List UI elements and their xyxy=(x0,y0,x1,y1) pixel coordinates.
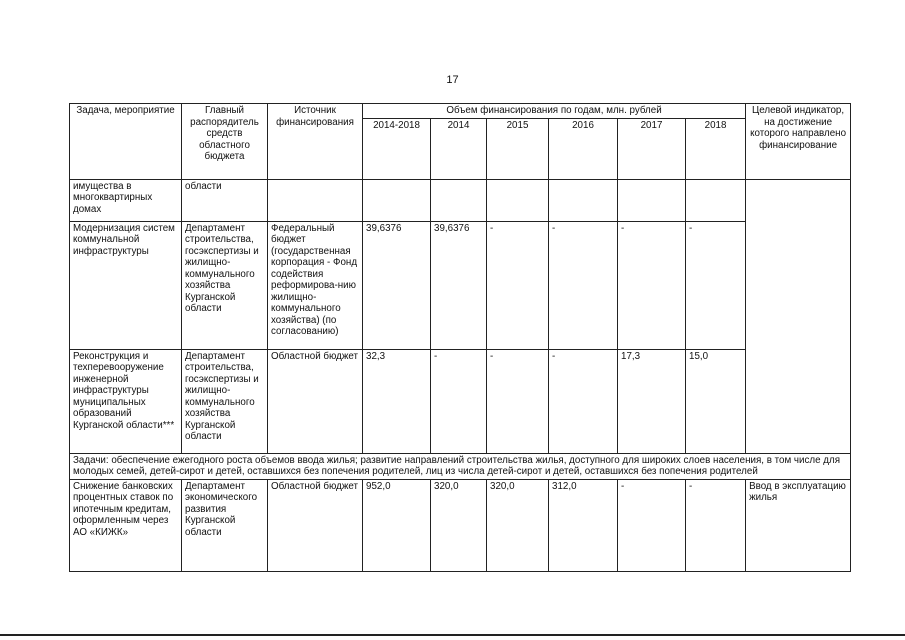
row-value: 39,6376 xyxy=(363,221,431,349)
row-value xyxy=(686,179,746,221)
header-task: Задача, мероприятие xyxy=(70,104,182,180)
task-heading: Задачи: обеспечение ежегодного роста объемов ввода жилья; развитие направлений строительства жилья, доступного для широких слоев населения, в том числе для молодых семей, детей-сирот и детей, оставшихся без попечения родителей, лиц из числа детей-сирот и детей, оставшихся без попечения родителей xyxy=(70,453,851,479)
row-value xyxy=(363,179,431,221)
row-manager: Департамент строительства, госэкспертизы и жилищно-коммунального хозяйства Курганской области xyxy=(182,221,268,349)
row-value: 320,0 xyxy=(431,479,487,571)
row-target: Ввод в эксплуатацию жилья xyxy=(746,479,851,571)
row-value: - xyxy=(487,221,549,349)
row-value xyxy=(549,179,618,221)
header-year: 2016 xyxy=(549,118,618,179)
row-target xyxy=(746,179,851,453)
header-year: 2014 xyxy=(431,118,487,179)
page-number: 17 xyxy=(446,74,459,86)
header-volume: Объем финансирования по годам, млн. рублей xyxy=(363,104,746,119)
row-task: имущества в многоквартирных домах xyxy=(70,179,182,221)
row-task: Реконструкция и техперевооружение инженерной инфраструктуры муниципальных образований Курганской области*** xyxy=(70,349,182,453)
row-source: Областной бюджет xyxy=(268,349,363,453)
financing-table xyxy=(69,103,851,572)
row-value xyxy=(431,179,487,221)
header-year: 2017 xyxy=(618,118,686,179)
row-source xyxy=(268,179,363,221)
task-heading-row xyxy=(70,453,851,479)
row-value: - xyxy=(487,349,549,453)
table-row xyxy=(70,349,851,453)
row-value: 15,0 xyxy=(686,349,746,453)
row-source: Областной бюджет xyxy=(268,479,363,571)
row-value: - xyxy=(618,479,686,571)
row-task: Снижение банковских процентных ставок по ипотечным кредитам, оформленным через АО «КИЖК» xyxy=(70,479,182,571)
row-value: - xyxy=(431,349,487,453)
row-value: 312,0 xyxy=(549,479,618,571)
row-value: 32,3 xyxy=(363,349,431,453)
row-task: Модернизация систем коммунальной инфраструктуры xyxy=(70,221,182,349)
table-row xyxy=(70,179,851,221)
row-manager: Департамент экономического развития Курганской области xyxy=(182,479,268,571)
header-target: Целевой индикатор, на достижение которого направлено финансирование xyxy=(746,104,851,180)
row-value xyxy=(618,179,686,221)
header-year: 2014-2018 xyxy=(363,118,431,179)
row-manager: области xyxy=(182,179,268,221)
header-source: Источник финансирования xyxy=(268,104,363,180)
row-value: 17,3 xyxy=(618,349,686,453)
header-main-manager: Главный распорядитель средств областного бюджета xyxy=(182,104,268,180)
row-value: - xyxy=(686,479,746,571)
table-row xyxy=(70,221,851,349)
row-value xyxy=(487,179,549,221)
row-value: 320,0 xyxy=(487,479,549,571)
header-year: 2015 xyxy=(487,118,549,179)
row-value: - xyxy=(618,221,686,349)
bottom-rule xyxy=(0,634,905,636)
table-row xyxy=(70,479,851,571)
header-year: 2018 xyxy=(686,118,746,179)
row-value: 39,6376 xyxy=(431,221,487,349)
row-value: - xyxy=(549,221,618,349)
header-row xyxy=(70,104,851,119)
row-manager: Департамент строительства, госэкспертизы и жилищно-коммунального хозяйства Курганской области xyxy=(182,349,268,453)
row-value: - xyxy=(549,349,618,453)
row-value: 952,0 xyxy=(363,479,431,571)
row-source: Федеральный бюджет (государственная корпорация - Фонд содействия реформирова-нию жилищно-коммунального хозяйства) (по согласованию) xyxy=(268,221,363,349)
row-value: - xyxy=(686,221,746,349)
